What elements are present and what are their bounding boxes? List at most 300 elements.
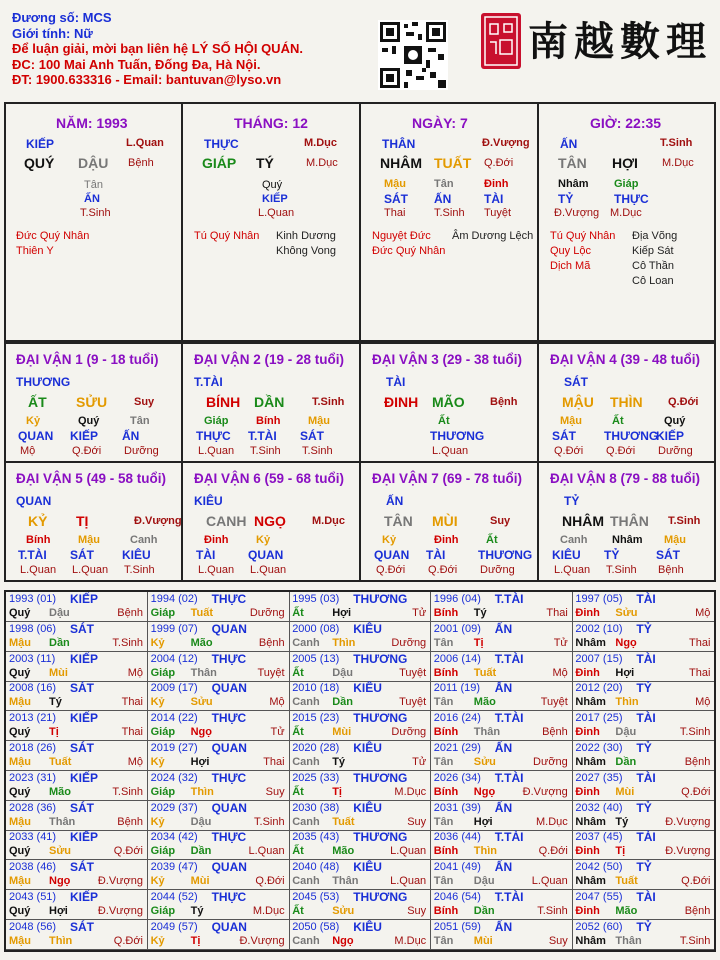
year-label: 2042 (50) — [575, 861, 623, 874]
branch-stage: Q.Đới — [484, 157, 514, 169]
year-cell — [289, 920, 431, 950]
year-cell — [572, 711, 714, 741]
address: ĐC: 100 Mai Anh Tuấn, Đống Đa, Hà Nội. — [12, 56, 261, 72]
luck-hidden-god: KIẾP — [656, 429, 685, 443]
luck-hidden-stage: T.Sinh — [606, 564, 637, 576]
year-stage: Tuyệt — [540, 696, 568, 709]
year-stage: Tử — [270, 726, 285, 739]
luck-branch: SỬU — [76, 394, 108, 410]
luck-stem: KỶ — [28, 513, 48, 529]
year-stage: M.Dục — [394, 785, 427, 798]
luck-hidden-stage: Q.Đới — [554, 445, 584, 457]
year-cell — [148, 592, 290, 622]
year-branch: Sửu — [49, 845, 72, 858]
year-stem: Canh — [292, 696, 320, 709]
year-label: 2029 (37) — [150, 801, 198, 814]
year-label: 2011 (19) — [433, 682, 481, 695]
year-stem: Kỷ — [150, 756, 165, 768]
year-label: 2018 (26) — [9, 742, 57, 754]
luck-hidden-god: TÀI — [426, 548, 446, 562]
year-label: 1996 (04) — [433, 593, 481, 605]
luck-stem: TÂN — [384, 513, 413, 529]
year-stage: Đ.Vượng — [97, 875, 143, 888]
luck-hidden-stem: Ất — [438, 415, 450, 427]
year-label: 2041 (49) — [433, 861, 481, 874]
year-branch: Ngọ — [49, 875, 71, 888]
pillar-ten-god: THỰC — [204, 137, 239, 151]
year-ten-god: TÀI — [636, 890, 656, 904]
year-branch: Mùi — [332, 726, 352, 739]
year-label: 2037 (45) — [575, 831, 623, 844]
year-stem: Nhâm — [575, 934, 606, 947]
year-label: 1999 (07) — [150, 622, 198, 635]
year-stage: T.Sinh — [254, 815, 285, 828]
year-stem: Giáp — [150, 845, 176, 858]
year-cell — [289, 860, 431, 890]
luck-branch: TỊ — [76, 513, 89, 529]
luck-hidden-stage: Q.Đới — [72, 445, 102, 457]
owner-name: Đương số: MCS — [12, 10, 112, 25]
year-label: 2005 (13) — [292, 652, 340, 665]
luck-hidden-stage: L.Quan — [198, 564, 235, 576]
year-label: 2020 (28) — [292, 742, 340, 754]
year-ten-god: KIÊU — [353, 919, 382, 934]
year-label: 2032 (40) — [575, 801, 623, 814]
year-stage: Thai — [263, 756, 285, 768]
year-stage: T.Sinh — [112, 785, 143, 798]
hidden-stage: M.Dục — [610, 207, 642, 219]
year-branch: Dần — [615, 756, 637, 768]
year-label: 1993 (01) — [9, 593, 57, 605]
year-label: 2007 (15) — [575, 652, 623, 665]
hidden-ten-god: TỶ — [558, 192, 574, 206]
luck-hidden-stage: Dưỡng — [658, 445, 693, 457]
year-cell — [431, 681, 573, 711]
year-ten-god: THỰC — [211, 770, 247, 785]
year-ten-god: QUAN — [211, 741, 247, 755]
year-cell — [572, 920, 714, 950]
year-ten-god: T.TÀI — [494, 651, 524, 666]
year-stem: Đinh — [575, 607, 600, 619]
year-branch: Tý — [332, 756, 346, 768]
luck-stem: MẬU — [562, 394, 594, 410]
year-stem: Mậu — [9, 875, 31, 888]
year-cell — [6, 681, 148, 711]
luck-hidden-stem: Quý — [78, 415, 100, 427]
year-label: 2001 (09) — [433, 622, 481, 635]
luck-branch: DẦN — [254, 394, 285, 410]
year-stage: Thai — [546, 607, 568, 619]
year-ten-god: T.TÀI — [494, 770, 524, 785]
year-cell — [431, 592, 573, 622]
year-stem: Đinh — [575, 726, 600, 739]
year-stage: Thai — [121, 726, 143, 739]
year-branch: Tị — [473, 636, 484, 649]
year-stem: Mậu — [9, 636, 31, 649]
year-ten-god: KIẾP — [70, 592, 99, 606]
hidden-ten-god: ẤN — [434, 192, 452, 206]
luck-hidden-stage: Q.Đới — [428, 564, 458, 576]
qr-code-icon — [378, 20, 448, 90]
year-label: 2010 (18) — [292, 682, 340, 695]
year-stage: Tử — [553, 636, 568, 649]
luck-ten-god: TÀI — [386, 375, 406, 389]
year-cell — [148, 652, 290, 682]
luck-hidden-stage: L.Quan — [250, 564, 287, 576]
year-cell — [148, 890, 290, 920]
year-stem: Canh — [292, 815, 320, 828]
year-cell — [148, 801, 290, 831]
year-cell — [572, 771, 714, 801]
year-stage: T.Sinh — [679, 934, 711, 947]
year-stem: Kỷ — [150, 875, 165, 888]
year-label: 2024 (32) — [150, 771, 198, 784]
year-cell — [289, 711, 431, 741]
year-label: 2002 (10) — [575, 622, 623, 635]
year-stage: Bệnh — [258, 636, 285, 649]
luck-hidden-god: THƯƠNG — [430, 429, 485, 443]
year-label: 2027 (35) — [575, 771, 623, 784]
year-label: 2044 (52) — [150, 891, 198, 903]
luck-stage: T.Sinh — [668, 515, 701, 527]
year-label: 2045 (53) — [292, 891, 340, 903]
year-branch: Dần — [332, 696, 353, 709]
red-seal-stamp — [480, 12, 522, 70]
year-stem: Đinh — [575, 905, 600, 917]
year-stem: Đinh — [575, 785, 600, 798]
year-ten-god: SÁT — [70, 621, 94, 636]
year-label: 2023 (31) — [9, 771, 57, 784]
year-branch: Tuất — [473, 666, 497, 679]
year-ten-god: ẤN — [494, 860, 513, 875]
year-ten-god: TÀI — [636, 711, 656, 726]
year-stem: Quý — [9, 666, 31, 679]
year-label: 2008 (16) — [9, 682, 57, 695]
year-label: 2051 (59) — [433, 920, 481, 933]
luck-hidden-stage: Q.Đới — [376, 564, 406, 576]
luck-stage: Đ.Vượng — [134, 515, 182, 527]
year-branch: Mùi — [190, 875, 210, 888]
hidden-stem: Đinh — [484, 178, 509, 190]
year-ten-god: THƯƠNG — [353, 770, 408, 785]
luck-stem: ẤT — [28, 394, 47, 410]
year-label: 2035 (43) — [292, 831, 340, 844]
year-cell — [289, 681, 431, 711]
year-cell — [572, 860, 714, 890]
luck-hidden-god: KIÊU — [552, 548, 581, 562]
year-stage: Tuyệt — [399, 696, 427, 709]
year-ten-god: ẤN — [494, 741, 513, 755]
year-cell — [431, 890, 573, 920]
year-ten-god: SÁT — [70, 741, 94, 755]
year-label: 1994 (02) — [150, 593, 198, 605]
luck-ten-god: QUAN — [16, 494, 52, 508]
year-ten-god: KIÊU — [353, 621, 382, 636]
year-ten-god: KIẾP — [70, 770, 99, 785]
year-branch: Dần — [49, 636, 70, 649]
year-stage: Đ.Vượng — [239, 934, 285, 947]
year-cell — [148, 920, 290, 950]
year-stage: Mộ — [269, 696, 285, 709]
year-stage: Đ.Vượng — [665, 815, 711, 828]
hidden-stem: Quý — [262, 179, 283, 191]
year-stem: Bính — [433, 845, 459, 858]
year-label: 2049 (57) — [150, 920, 198, 933]
luck-period-title: ĐẠI VẬN 8 (79 - 88 tuổi) — [550, 471, 701, 486]
year-ten-god: TỶ — [636, 741, 652, 755]
year-stem: Giáp — [150, 666, 176, 679]
hidden-stem: Nhâm — [558, 178, 589, 190]
year-cell — [572, 652, 714, 682]
year-stage: Q.Đới — [681, 785, 711, 798]
year-ten-god: TÀI — [636, 592, 656, 606]
luck-period-title: ĐẠI VẬN 7 (69 - 78 tuổi) — [372, 471, 523, 486]
year-branch: Mão — [473, 696, 496, 709]
year-cell — [572, 681, 714, 711]
luck-hidden-god: THƯƠNG — [478, 548, 533, 562]
year-label: 2031 (39) — [433, 801, 481, 814]
luck-period-title: ĐẠI VẬN 6 (59 - 68 tuổi) — [194, 471, 345, 486]
year-ten-god: THƯƠNG — [353, 651, 408, 666]
year-stem: Ất — [292, 905, 304, 917]
year-stage: M.Dục — [394, 934, 427, 947]
year-cell — [6, 622, 148, 652]
year-label: 2050 (58) — [292, 920, 340, 933]
year-ten-god: KIÊU — [353, 860, 382, 875]
luck-hidden-stem: Đinh — [434, 534, 459, 546]
auspicious-star: Dịch Mã — [550, 260, 591, 272]
auspicious-star: Đức Quý Nhân — [372, 245, 446, 257]
luck-period-title: ĐẠI VẬN 4 (39 - 48 tuổi) — [550, 352, 701, 367]
year-branch: Dậu — [473, 875, 495, 888]
luck-hidden-stem: Tân — [130, 415, 150, 427]
year-ten-god: KIẾP — [70, 890, 99, 904]
year-stage: Q.Đới — [113, 934, 143, 947]
hidden-stem: Tân — [434, 178, 454, 190]
year-cell — [431, 860, 573, 890]
year-cell — [148, 860, 290, 890]
year-ten-god: SÁT — [70, 800, 94, 815]
luck-hidden-god: TỶ — [604, 548, 620, 562]
year-label: 1997 (05) — [575, 593, 623, 605]
luck-ten-god: ẤN — [386, 494, 404, 508]
year-branch: Mão — [190, 636, 213, 649]
year-label: 1998 (06) — [9, 622, 57, 635]
year-stage: L.Quan — [531, 875, 568, 888]
pillar-title: THÁNG: 12 — [234, 115, 308, 131]
hidden-stage: Đ.Vượng — [554, 207, 600, 219]
luck-hidden-god: QUAN — [248, 548, 284, 562]
year-cell — [431, 622, 573, 652]
year-cell — [148, 741, 290, 771]
auspicious-star: Thiên Y — [16, 245, 54, 257]
year-branch: Sửu — [473, 756, 496, 768]
year-label: 2030 (38) — [292, 801, 340, 814]
pillar-title: GIỜ: 22:35 — [590, 115, 662, 131]
year-label: 2028 (36) — [9, 801, 57, 814]
year-cell — [572, 741, 714, 771]
earthly-branch: DẬU — [78, 155, 109, 171]
year-branch: Hợi — [615, 666, 635, 679]
year-stem: Tân — [433, 756, 454, 768]
luck-hidden-stage: Mộ — [20, 445, 36, 457]
branch-stage: Bệnh — [128, 157, 154, 169]
year-ten-god: THỰC — [211, 711, 247, 726]
year-stage: Tử — [412, 756, 427, 768]
year-branch: Mùi — [615, 785, 635, 798]
luck-hidden-stem: Kỷ — [256, 534, 271, 546]
year-branch: Tị — [49, 726, 59, 739]
year-cell — [431, 711, 573, 741]
year-stage: Thai — [688, 636, 711, 649]
year-ten-god: KIÊU — [353, 741, 382, 755]
star-label: Không Vong — [276, 245, 336, 257]
luck-hidden-stem: Ất — [486, 534, 498, 546]
year-stem: Canh — [292, 756, 320, 768]
year-label: 2033 (41) — [9, 831, 57, 844]
year-stage: Dưỡng — [391, 636, 427, 649]
year-stem: Nhâm — [575, 696, 606, 709]
luck-hidden-god: SÁT — [552, 429, 576, 443]
luck-hidden-stem: Giáp — [204, 415, 229, 427]
auspicious-star: Tú Quý Nhân — [550, 230, 616, 242]
hidden-ten-god: KIẾP — [262, 193, 288, 205]
year-ten-god: TÀI — [636, 651, 656, 666]
year-ten-god: KIẾP — [70, 711, 99, 726]
luck-period-title: ĐẠI VẬN 5 (49 - 58 tuổi) — [16, 471, 167, 486]
luck-ten-god: KIÊU — [194, 494, 223, 508]
year-stage: Dưỡng — [533, 756, 568, 768]
year-branch: Tuất — [190, 607, 213, 619]
luck-hidden-stage: L.Quan — [432, 445, 469, 457]
year-label: 2036 (44) — [433, 831, 481, 844]
luck-stem: NHÂM — [562, 513, 604, 529]
star-label: Cô Loan — [632, 275, 674, 287]
year-cell — [6, 890, 148, 920]
year-ten-god: KIÊU — [353, 681, 382, 696]
year-label: 2015 (23) — [292, 712, 340, 725]
luck-hidden-stage: Q.Đới — [606, 445, 636, 457]
year-stage: Đ.Vượng — [665, 845, 711, 858]
year-ten-god: QUAN — [211, 860, 247, 875]
luck-stem: BÍNH — [206, 394, 241, 410]
year-stem: Giáp — [150, 726, 176, 739]
year-cell — [6, 830, 148, 860]
year-ten-god: TỶ — [636, 621, 652, 636]
heavenly-stem: NHÂM — [380, 155, 422, 171]
luck-hidden-stage: L.Quan — [72, 564, 109, 576]
year-stage: Mộ — [127, 666, 143, 679]
year-ten-god: ẤN — [494, 800, 513, 815]
year-cell — [572, 890, 714, 920]
year-cell — [572, 622, 714, 652]
year-label: 2003 (11) — [9, 652, 56, 665]
year-cell — [289, 801, 431, 831]
luck-period-title: ĐẠI VẬN 2 (19 - 28 tuổi) — [194, 352, 345, 367]
year-branch: Dậu — [190, 815, 212, 828]
year-stage: Bệnh — [684, 756, 711, 768]
luck-hidden-stem: Mậu — [308, 415, 330, 427]
year-stem: Kỷ — [150, 815, 165, 828]
luck-hidden-god: QUAN — [374, 548, 410, 562]
year-branch: Tị — [332, 785, 342, 798]
year-branch: Mùi — [473, 934, 493, 947]
year-cell — [289, 890, 431, 920]
year-cell — [431, 920, 573, 950]
year-label: 2038 (46) — [9, 861, 57, 874]
year-stem: Tân — [433, 875, 454, 888]
year-ten-god: SÁT — [70, 919, 94, 934]
luck-hidden-god: SÁT — [300, 429, 324, 443]
luck-stem: ĐINH — [384, 394, 419, 410]
luck-hidden-stem: Kỷ — [26, 415, 41, 427]
year-branch: Hợi — [473, 815, 493, 828]
year-stem: Tân — [433, 696, 454, 709]
year-stem: Canh — [292, 636, 320, 649]
year-stage: Suy — [407, 815, 427, 828]
year-stage: L.Quan — [248, 845, 285, 858]
luck-hidden-god: KIÊU — [122, 548, 151, 562]
year-branch: Mão — [615, 905, 638, 917]
year-cell — [289, 592, 431, 622]
year-branch: Hợi — [49, 905, 68, 917]
year-stage: Tuyệt — [399, 666, 427, 679]
year-stage: T.Sinh — [112, 636, 143, 649]
year-ten-god: T.TÀI — [494, 830, 524, 845]
earthly-branch: TÝ — [256, 155, 274, 171]
year-stage: Tuyệt — [257, 666, 285, 679]
year-cell — [6, 771, 148, 801]
year-label: 1995 (03) — [292, 593, 340, 605]
luck-hidden-god: T.TÀI — [18, 548, 47, 562]
year-stem: Quý — [9, 785, 31, 798]
year-cell — [289, 652, 431, 682]
year-stem: Giáp — [150, 905, 176, 917]
year-stem: Ất — [292, 666, 304, 679]
year-stem: Ất — [292, 785, 304, 798]
year-stage: L.Quan — [390, 875, 427, 888]
luck-hidden-stage: T.Sinh — [250, 445, 281, 457]
year-branch: Tý — [473, 607, 487, 619]
luck-hidden-stage: T.Sinh — [124, 564, 155, 576]
year-stage: Dưỡng — [391, 726, 427, 739]
year-label: 2052 (60) — [575, 920, 623, 933]
year-stem: Nhâm — [575, 756, 606, 768]
year-branch: Sửu — [615, 607, 638, 619]
year-ten-god: KIÊU — [353, 800, 382, 815]
year-branch: Mão — [49, 785, 71, 798]
year-branch: Tý — [615, 815, 629, 828]
pillar-stage: L.Quan — [126, 137, 164, 149]
hidden-stage: Tuyệt — [484, 207, 512, 219]
luck-hidden-stem: Kỷ — [382, 534, 397, 546]
year-stage: Q.Đới — [255, 875, 285, 888]
year-ten-god: THƯƠNG — [353, 830, 408, 845]
year-ten-god: T.TÀI — [494, 592, 524, 606]
year-stem: Ất — [292, 845, 304, 858]
heavenly-stem: GIÁP — [202, 155, 237, 171]
year-stem: Giáp — [150, 607, 176, 619]
year-branch: Ngọ — [615, 636, 637, 649]
year-branch: Hợi — [190, 756, 210, 768]
luck-stage: Suy — [490, 515, 511, 527]
year-stage: L.Quan — [390, 845, 427, 858]
year-label: 2014 (22) — [150, 712, 198, 725]
year-stage: Tử — [412, 607, 427, 619]
pillar-ten-god: ẤN — [560, 137, 578, 151]
luck-ten-god: SÁT — [564, 375, 588, 389]
luck-ten-god: THƯƠNG — [16, 375, 71, 389]
